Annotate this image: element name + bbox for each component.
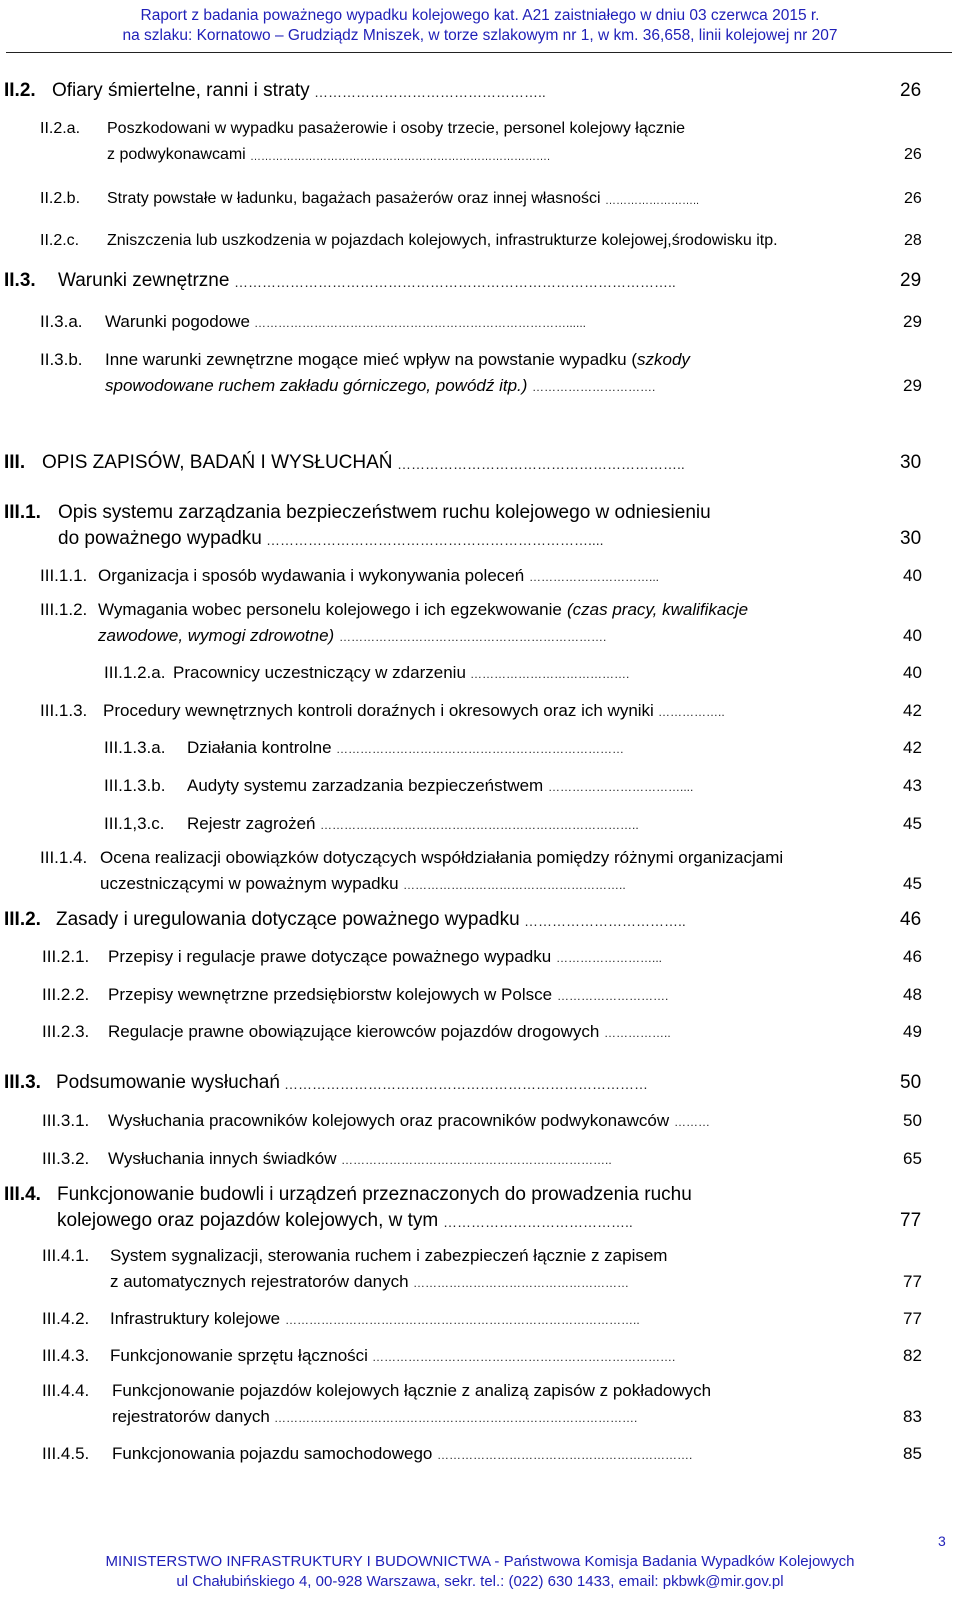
toc-entry-page: 77 xyxy=(903,1272,922,1291)
toc-entry-page: 82 xyxy=(903,1346,922,1365)
toc-entry-leader: ………………………………………………………….. xyxy=(341,1153,612,1167)
toc-entry-leader: …………………………………. xyxy=(470,667,630,681)
toc-entry-title: uczestniczącymi w poważnym wypadku xyxy=(100,874,399,893)
toc-entry-leader: …………………………. xyxy=(532,380,656,394)
toc-entry-leader: …………………………………………………….. xyxy=(397,456,685,472)
toc-entry-leader: …………………….. xyxy=(605,195,700,207)
toc-entry-title: OPIS ZAPISÓW, BADAŃ I WYSŁUCHAŃ xyxy=(42,452,393,473)
toc-entry-page: 26 xyxy=(904,146,922,163)
toc-entry-title: Wysłuchania pracowników kolejowych oraz pracowników podwykonawców xyxy=(108,1111,670,1130)
toc-entry-title: Organizacja i sposób wydawania i wykonywania poleceń xyxy=(98,566,525,585)
toc-entry-page: 45 xyxy=(903,874,922,893)
toc-entry-title: Infrastruktury kolejowe xyxy=(110,1309,281,1328)
toc-entry-title: zawodowe, wymogi zdrowotne) xyxy=(98,626,335,645)
toc-entry-page: 42 xyxy=(903,738,922,757)
toc-entry-number: III.1,3.c. xyxy=(104,814,165,833)
toc-entry-number: III.2.2. xyxy=(42,985,90,1004)
toc-entry-title-line-1: Ocena realizacji obowiązków dotyczących współdziałania pomiędzy różnymi organizacjami xyxy=(100,848,784,867)
toc-entry-title-line-1: Inne warunki zewnętrzne mogące mieć wpływ na powstanie wypadku ( xyxy=(105,350,637,369)
toc-entry-number: III.1.1. xyxy=(40,566,88,585)
toc-entry-title-line-1: Funkcjonowanie budowli i urządzeń przeznaczonych do prowadzenia ruchu xyxy=(57,1184,692,1205)
toc-entry-page: 77 xyxy=(900,1210,922,1231)
toc-entry-leader: …………………………….. xyxy=(524,913,686,929)
toc-entry-number: III.1.3.a. xyxy=(104,738,166,757)
toc-entry-title: do poważnego wypadku xyxy=(58,528,262,549)
toc-entry-leader: ………………………………………….. xyxy=(314,84,546,100)
toc-entry-title: Podsumowanie wysłuchań xyxy=(56,1072,280,1093)
toc-entry-title: Zniszczenia lub uszkodzenia w pojazdach kolejowych, infrastrukturze kolejowej,środowisku itp. xyxy=(107,232,778,249)
toc-entry-title: Przepisy i regulacje prawe dotyczące poważnego wypadku xyxy=(108,947,552,966)
toc-entry-page: 50 xyxy=(903,1111,922,1130)
toc-entry-leader: ………………………………………………………. xyxy=(437,1448,693,1462)
toc-entry-number: III.1.3.b. xyxy=(104,776,166,795)
toc-entry-leader: …………………………………………………………………. xyxy=(372,1350,676,1364)
toc-entry-leader: …………………………………………………………. xyxy=(339,630,607,644)
toc-entry-title-italic: (czas pracy, kwalifikacje xyxy=(567,600,749,619)
toc-entry-number: III.4.5. xyxy=(42,1444,90,1463)
header-line-2: na szlaku: Kornatowo – Grudziądz Mniszek, w torze szlakowym nr 1, w km. 36,658, linii kolejowej nr 207 xyxy=(122,27,838,44)
toc-entry-title: Regulacje prawne obowiązujące kierowców pojazdów drogowych xyxy=(108,1022,600,1041)
toc-entry-number: III.3.1. xyxy=(42,1111,90,1130)
toc-entry-number: II.2. xyxy=(4,80,36,101)
toc-entry-title: Procedury wewnętrznych kontroli doraźnych i okresowych oraz ich wyniki xyxy=(103,701,654,720)
toc-entry-title: Działania kontrolne xyxy=(187,738,332,757)
toc-entry-page: 45 xyxy=(903,814,922,833)
toc-entry-title: Warunki pogodowe xyxy=(105,312,250,331)
toc-entry-title: Straty powstałe w ładunku, bagażach pasażerów oraz innej własności xyxy=(107,190,601,207)
toc-entry-leader: …………………………….... xyxy=(548,780,694,794)
toc-entry-page: 29 xyxy=(903,376,922,395)
toc-entry-number: III.4.3. xyxy=(42,1346,90,1365)
toc-entry-leader: ………………………………….. xyxy=(443,1214,633,1230)
toc-entry-page: 40 xyxy=(903,663,922,682)
toc-entry-page: 29 xyxy=(900,270,922,291)
toc-entry-number: III.4.4. xyxy=(42,1381,90,1400)
toc-entry-title: Zasady i uregulowania dotyczące poważnego wypadku xyxy=(56,909,520,930)
toc-entry-number: III.2. xyxy=(4,909,41,930)
toc-entry-page: 40 xyxy=(903,566,922,585)
toc-entry-title-line-1: Wymagania wobec personelu kolejowego i ich egzekwowanie xyxy=(98,600,562,619)
toc-entry-number: III.3.2. xyxy=(42,1149,90,1168)
toc-entry-number: II.3.a. xyxy=(40,312,83,331)
toc-entry-title-line-1: System sygnalizacji, sterowania ruchem i zabezpieczeń łącznie z zapisem xyxy=(110,1246,668,1265)
toc-entry-leader: …………….. xyxy=(604,1026,671,1040)
toc-entry-leader: ………………………………………………………………………………….. xyxy=(234,274,676,290)
toc-entry-number: III.1.2.a. xyxy=(104,663,166,682)
footer-line-1: MINISTERSTWO INFRASTRUKTURY I BUDOWNICTWA - Państwowa Komisja Badania Wypadków Kolejowych xyxy=(105,1553,855,1570)
toc-entry-number: III.1.3. xyxy=(40,701,88,720)
toc-entry-leader: ……………………………………………………………… xyxy=(336,742,624,756)
toc-entry-title: Rejestr zagrożeń xyxy=(187,814,316,833)
toc-entry-page: 42 xyxy=(903,701,922,720)
toc-entry-number: III.3. xyxy=(4,1072,41,1093)
toc-entry-page: 65 xyxy=(903,1149,922,1168)
toc-entry-leader: ……………………………………………….. xyxy=(403,878,626,892)
toc-entry-page: 43 xyxy=(903,776,922,795)
toc-entry-page: 30 xyxy=(900,528,922,549)
document-footer xyxy=(0,1552,960,1592)
toc-entry-page: 85 xyxy=(903,1444,922,1463)
toc-entry-leader: ………………………. xyxy=(557,989,669,1003)
toc-entry-page: 49 xyxy=(903,1022,922,1041)
toc-entry-title: Funkcjonowania pojazdu samochodowego xyxy=(112,1444,433,1463)
toc-entry-number: III.1.2. xyxy=(40,600,88,619)
toc-entry-title: Pracownicy uczestniczący w zdarzeniu xyxy=(173,663,466,682)
toc-entry-title-line-1: Funkcjonowanie pojazdów kolejowych łącznie z analizą zapisów z pokładowych xyxy=(112,1381,712,1400)
toc-entry-page: 28 xyxy=(904,232,922,249)
toc-entry-page: 40 xyxy=(903,626,922,645)
toc-entry-page: 77 xyxy=(903,1309,922,1328)
toc-entry-leader: …………….. xyxy=(658,705,725,719)
header-line-1: Raport z badania poważnego wypadku kolejowego kat. A21 zaistniałego w dniu 03 czerwca 2015 r. xyxy=(140,7,820,24)
toc-entry-leader: ……………………... xyxy=(556,951,663,965)
toc-entry-title: Warunki zewnętrzne xyxy=(58,270,230,291)
toc-entry-leader: …………………………………………………………………… xyxy=(284,1076,648,1092)
toc-entry-number: III.4.1. xyxy=(42,1246,90,1265)
toc-entry-leader: …………………………………………………………………….. xyxy=(320,818,639,832)
toc-entry-title: Wysłuchania innych świadków xyxy=(108,1149,337,1168)
toc-entry-page: 46 xyxy=(900,909,922,930)
toc-entry-title: z automatycznych rejestratorów danych xyxy=(110,1272,409,1291)
toc-entry-title: spowodowane ruchem zakładu górniczego, powódź itp.) xyxy=(105,376,528,395)
toc-entry-title: Przepisy wewnętrzne przedsiębiorstw kolejowych w Polsce xyxy=(108,985,553,1004)
toc-entry-number: II.2.b. xyxy=(40,190,81,207)
header-divider xyxy=(6,52,952,53)
toc-entry-page: 29 xyxy=(903,312,922,331)
toc-entry-leader: …………………………………………………………….... xyxy=(266,532,604,548)
toc-entry-number: III.2.1. xyxy=(42,947,90,966)
toc-entry-title: Audyty systemu zarzadzania bezpieczeństwem xyxy=(187,776,544,795)
toc-entry-leader: …………………………………………………………………………….. xyxy=(285,1313,640,1327)
toc-entry-page: 83 xyxy=(903,1407,922,1426)
toc-entry-page: 30 xyxy=(900,452,922,473)
toc-entry-title-line-1: Opis systemu zarządzania bezpieczeństwem ruchu kolejowego w odniesieniu xyxy=(58,502,711,523)
toc-entry-number: III.2.3. xyxy=(42,1022,90,1041)
toc-entry-page: 26 xyxy=(904,190,922,207)
toc-entry-leader: ……… xyxy=(674,1115,710,1129)
toc-entry-leader: ………………………………………………………………………………. xyxy=(274,1411,638,1425)
toc-entry-number: III.1. xyxy=(4,502,41,523)
toc-entry-page: 46 xyxy=(903,947,922,966)
toc-entry-leader: …………………………... xyxy=(529,570,660,584)
toc-entry-title: Ofiary śmiertelne, ranni i straty xyxy=(52,80,310,101)
toc-entry-title: z podwykonawcami xyxy=(107,146,246,163)
toc-entry-number: III.4. xyxy=(4,1184,41,1205)
toc-entry-leader: ………………………………………………………………………. xyxy=(250,151,551,163)
toc-entry-number: II.2.c. xyxy=(40,232,80,249)
toc-entry-title: Funkcjonowanie sprzętu łączności xyxy=(110,1346,368,1365)
toc-entry-page: 26 xyxy=(900,80,922,101)
toc-entry-number: III. xyxy=(4,452,26,473)
toc-entry-title: kolejowego oraz pojazdów kolejowych, w tym xyxy=(57,1210,439,1231)
toc-entry-title: rejestratorów danych xyxy=(112,1407,270,1426)
toc-entry-leader: ……………………………………………… xyxy=(413,1276,629,1290)
toc-entry-title-line-1: Poszkodowani w wypadku pasażerowie i osoby trzecie, personel kolejowy łącznie xyxy=(107,120,686,137)
toc-entry-number: II.2.a. xyxy=(40,120,81,137)
toc-entry-number: II.3. xyxy=(4,270,36,291)
toc-entry-page: 48 xyxy=(903,985,922,1004)
document-header xyxy=(0,6,960,46)
toc-entry-number: III.4.2. xyxy=(42,1309,90,1328)
toc-entry-page: 50 xyxy=(900,1072,922,1093)
toc-entry-leader: ……………………………………………………………………...... xyxy=(254,316,587,330)
footer-line-2: ul Chałubińskiego 4, 00-928 Warszawa, sekr. tel.: (022) 630 1433, email: pkbwk@mir.gov.pl xyxy=(176,1573,784,1590)
toc-entry-number: II.3.b. xyxy=(40,350,83,369)
toc-entry-number: III.1.4. xyxy=(40,848,88,867)
page-number: 3 xyxy=(938,1533,946,1549)
toc-entry-title-italic: szkody xyxy=(637,350,690,369)
